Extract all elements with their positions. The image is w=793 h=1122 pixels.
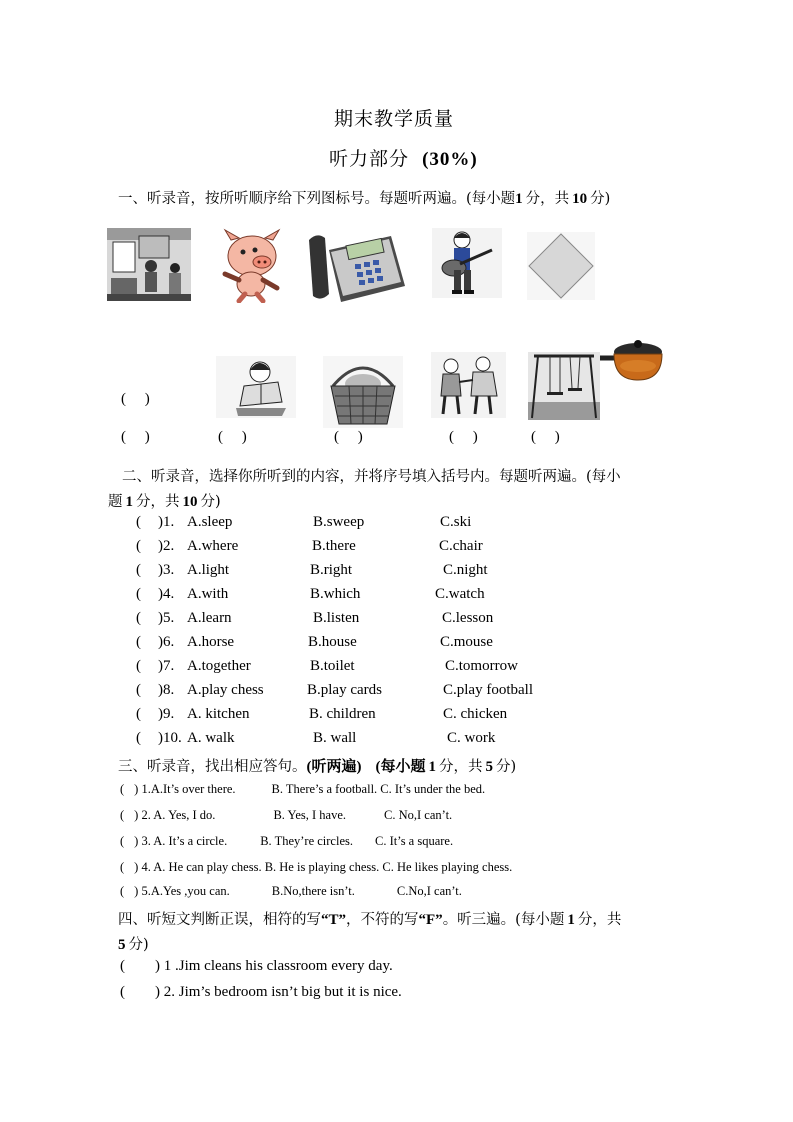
s3-paren[interactable]: (: [120, 884, 125, 898]
s3-item-1: [120, 782, 485, 797]
s2-option-c: C.chair: [439, 538, 483, 554]
picture-children-playing: [431, 352, 506, 418]
s2-option-b: B.listen: [313, 610, 360, 626]
s2-option-c: C.lesson: [442, 610, 494, 626]
s3-item-5: [120, 884, 462, 899]
answer-paren-5[interactable]: ( ): [531, 429, 560, 445]
section1-score-total: 10: [572, 191, 588, 207]
s2-option-b: B.which: [310, 586, 361, 602]
s2-option-a: A. kitchen: [187, 706, 250, 722]
s3-item-2: [120, 808, 452, 823]
s2-paren[interactable]: (: [136, 634, 141, 650]
answer-paren-left-top[interactable]: ( ): [121, 391, 150, 407]
s2-option-c: C. work: [447, 730, 496, 746]
s2-option-b: B. wall: [313, 730, 357, 746]
s2-number: )6.: [158, 634, 175, 650]
section2-score-total: 10: [182, 494, 198, 510]
s2-paren[interactable]: (: [136, 682, 141, 698]
section3-score-pre: (每小题: [375, 759, 426, 775]
s2-number: )10.: [158, 730, 182, 746]
section3-heading-end: 分): [496, 759, 517, 775]
section1-heading-text: 一、听录音，按所听顺序给下列图标号。每题听两遍。(每小题: [118, 191, 516, 207]
section3-heading: [118, 755, 516, 776]
section4-score-total: 5: [118, 937, 126, 953]
s3-item-4: [120, 860, 512, 875]
section4-heading-text: 四、听短文判断正误，相符的写: [118, 912, 321, 928]
s2-number: )9.: [158, 706, 175, 722]
subtitle-percent: (30%): [422, 149, 478, 170]
picture-girl-reading: [216, 356, 296, 418]
s2-paren[interactable]: (: [136, 706, 141, 722]
s3-paren[interactable]: (: [120, 808, 125, 822]
section1-heading: [118, 187, 610, 208]
section1-heading-end: 分): [590, 191, 611, 207]
s4-paren[interactable]: (: [120, 984, 125, 1000]
section4-heading-mid1: ，不符的写: [346, 912, 419, 928]
picture-boy-with-guitar: [432, 228, 502, 298]
s2-option-b: B. children: [309, 706, 376, 722]
s2-number: )5.: [158, 610, 175, 626]
s2-paren[interactable]: (: [136, 730, 141, 746]
section2-score-each: 1: [125, 494, 133, 510]
s2-number: )7.: [158, 658, 175, 674]
s2-option-c: C.play football: [443, 682, 533, 698]
section1-heading-mid: 分，共: [525, 191, 570, 207]
section3-score-total: 5: [485, 759, 493, 775]
s4-text: ) 1 .Jim cleans his classroom every day.: [155, 958, 393, 974]
section1-score-each: 1: [515, 191, 523, 207]
s2-paren[interactable]: (: [136, 538, 141, 554]
s3-option-c: C. It’s a square.: [375, 834, 454, 848]
s2-option-b: B.toilet: [310, 658, 355, 674]
section4-heading: [118, 908, 621, 929]
s3-option-b: B. They’re circles.: [260, 834, 353, 848]
s3-text: ) 3. A. It’s a circle.: [134, 834, 228, 848]
s2-option-c: C.watch: [435, 586, 485, 602]
answer-paren-1[interactable]: ( ): [121, 429, 150, 445]
s3-paren[interactable]: (: [120, 782, 125, 796]
subtitle-text: 听力部分: [329, 148, 410, 170]
s3-option-b: B.No,there isn’t.: [271, 884, 355, 898]
picture-pig: [217, 228, 287, 303]
section2-heading-line2-text: 题: [108, 494, 123, 510]
s2-option-c: C.mouse: [440, 634, 493, 650]
picture-diamond: [527, 232, 595, 300]
section4-true-mark: “T”: [321, 912, 347, 928]
picture-telephone: [307, 230, 407, 306]
s2-option-b: B.house: [308, 634, 357, 650]
s3-option-c: C.No,I can’t.: [396, 884, 462, 898]
s2-option-c: C.ski: [440, 514, 472, 530]
section3-heading-text: 三、听录音，找出相应答句。: [118, 759, 307, 775]
section2-heading: [122, 465, 621, 486]
s3-text: ) 2. A. Yes, I do.: [134, 808, 216, 822]
s4-item-1: [120, 958, 393, 975]
section3-listen-note: (听两遍): [306, 759, 362, 775]
s2-option-a: A.horse: [187, 634, 235, 650]
section4-heading-mid2: 。听三遍。(每小题: [442, 912, 565, 928]
s3-item-3: [120, 834, 453, 849]
section4-heading-end: 分): [128, 937, 149, 953]
picture-classroom-scene: [107, 228, 191, 301]
s2-option-a: A.light: [187, 562, 230, 578]
s4-paren[interactable]: (: [120, 958, 125, 974]
s3-text: ) 5.A.Yes ,you can.: [134, 884, 230, 898]
s3-paren[interactable]: (: [120, 834, 125, 848]
s3-text: ) 1.A.It’s over there.: [134, 782, 236, 796]
s3-paren[interactable]: (: [120, 860, 125, 874]
s2-option-a: A.sleep: [187, 514, 233, 530]
section4-false-mark: “F”: [418, 912, 443, 928]
section2-heading-mid: 分，共: [136, 494, 180, 510]
s2-option-b: B.play cards: [307, 682, 382, 698]
answer-paren-2[interactable]: ( ): [218, 429, 247, 445]
s2-paren[interactable]: (: [136, 514, 141, 530]
s2-option-a: A. walk: [187, 730, 235, 746]
picture-cooking-pot: [600, 336, 666, 384]
picture-swings: [528, 352, 600, 420]
section4-score-each: 1: [567, 912, 575, 928]
s2-paren[interactable]: (: [136, 562, 141, 578]
s2-option-a: A.with: [187, 586, 229, 602]
s2-option-a: A.learn: [187, 610, 232, 626]
page-subtitle: [329, 144, 478, 171]
section3-heading-mid: 分，共: [439, 759, 483, 775]
s2-option-a: A.play chess: [187, 682, 264, 698]
answer-paren-3[interactable]: ( ): [334, 429, 363, 445]
page-title: 期末教学质量: [334, 108, 455, 130]
s2-number: )4.: [158, 586, 175, 602]
s2-option-b: B.right: [310, 562, 353, 578]
s2-option-a: A.where: [187, 538, 239, 554]
section4-heading-line2: [118, 933, 149, 954]
answer-paren-4[interactable]: ( ): [449, 429, 478, 445]
s2-option-c: C.night: [443, 562, 488, 578]
s2-number: )8.: [158, 682, 175, 698]
s2-number: )1.: [158, 514, 175, 530]
s4-item-2: [120, 984, 402, 1001]
s2-paren[interactable]: (: [136, 586, 141, 602]
s3-option-b: B. Yes, I have.: [273, 808, 347, 822]
s3-option-c: C. No,I can’t.: [384, 808, 453, 822]
section2-heading-line2: [108, 490, 221, 511]
s3-text: ) 4. A. He can play chess. B. He is playing chess. C. He likes playing chess.: [134, 860, 513, 874]
s2-paren[interactable]: (: [136, 610, 141, 626]
s2-option-c: C. chicken: [443, 706, 508, 722]
section4-heading-mid3: 分，共: [577, 912, 622, 928]
s2-number: )3.: [158, 562, 175, 578]
section2-heading-end: 分): [200, 494, 221, 510]
s2-number: )2.: [158, 538, 175, 554]
s3-option-b: B. There’s a football. C. It’s under the bed.: [271, 782, 486, 796]
s4-text: ) 2. Jim’s bedroom isn’t big but it is nice.: [155, 984, 402, 1000]
s2-option-c: C.tomorrow: [445, 658, 518, 674]
section3-score-each: 1: [428, 759, 436, 775]
s2-option-b: B.sweep: [313, 514, 365, 530]
section2-heading-text: 二、听录音，选择你所听到的内容，并将序号填入括号内。每题听两遍。(每小: [122, 469, 621, 485]
s2-paren[interactable]: (: [136, 658, 141, 674]
s2-option-a: A.together: [187, 658, 251, 674]
picture-dog-in-basket: [323, 356, 403, 428]
s2-option-b: B.there: [312, 538, 356, 554]
